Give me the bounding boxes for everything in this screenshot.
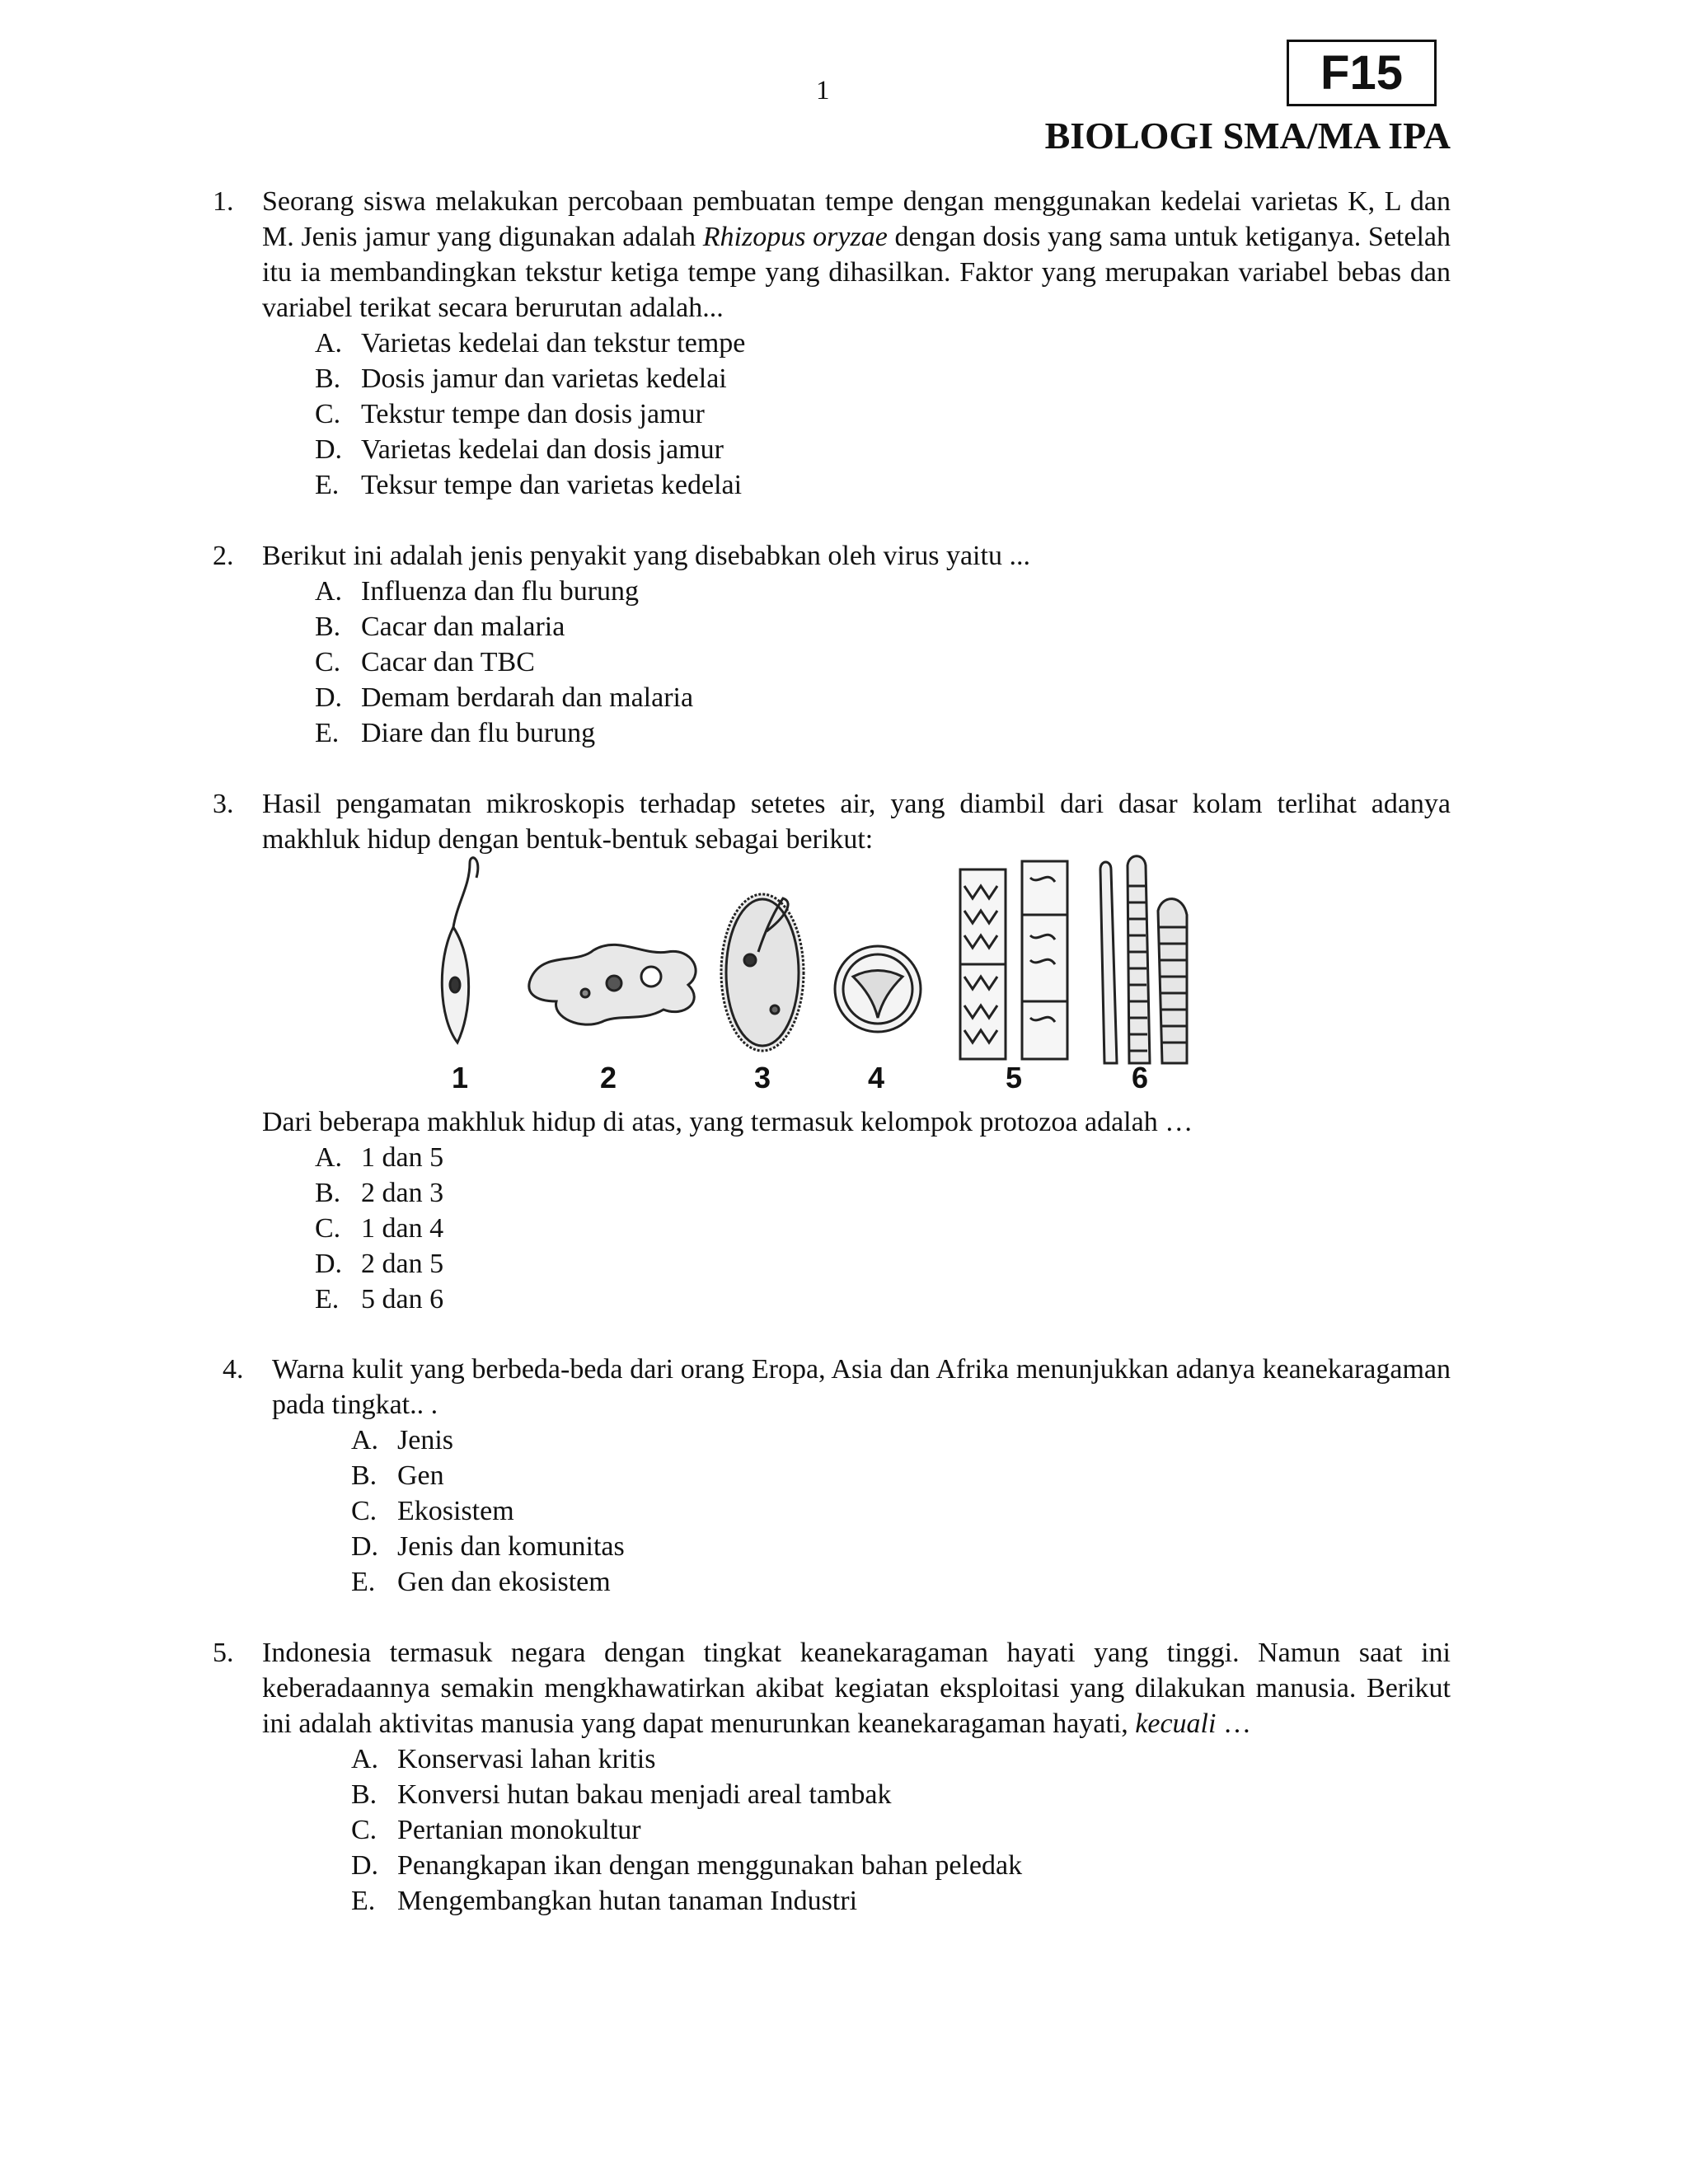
figure-label-6: 6 [1132, 1061, 1149, 1092]
option-text: Tekstur tempe dan dosis jamur [361, 399, 705, 429]
option-d [351, 1529, 625, 1564]
option-letter: A. [315, 328, 343, 359]
option-a [351, 1741, 1022, 1777]
option-letter: C. [351, 1815, 377, 1845]
option-letter: D. [315, 682, 343, 713]
option-letter: E. [351, 1886, 376, 1916]
option-text: 2 dan 3 [361, 1178, 444, 1208]
option-text: Demam berdarah dan malaria [361, 682, 694, 713]
option-list [351, 1422, 625, 1600]
emphasis-word: kecuali [1135, 1708, 1217, 1739]
option-e [351, 1564, 625, 1600]
question-text [262, 184, 1451, 326]
option-text: Pertanian monokultur [397, 1815, 641, 1845]
option-text: 5 dan 6 [361, 1284, 444, 1315]
option-letter: E. [351, 1567, 376, 1597]
option-text: 1 dan 5 [361, 1142, 444, 1173]
option-a [315, 326, 745, 361]
option-b [315, 1175, 443, 1211]
figure-label-2: 2 [600, 1061, 617, 1092]
option-d [315, 680, 693, 715]
option-text: Varietas kedelai dan tekstur tempe [361, 328, 746, 359]
exam-code-box: F15 [1287, 40, 1437, 106]
option-letter: D. [315, 1249, 343, 1279]
option-d [315, 1246, 443, 1282]
option-list [351, 1741, 1022, 1919]
option-letter: E. [315, 718, 340, 748]
organism-5-spirogyra [960, 861, 1067, 1059]
option-letter: B. [351, 1779, 377, 1810]
option-e [315, 715, 693, 751]
species-name: Rhizopus oryzae [702, 222, 888, 252]
question-text: Hasil pengamatan mikroskopis terhadap setetes air, yang diambil dari dasar kolam terlihat adanya makhluk hidup dengan bentuk-bentuk sebagai berikut: [262, 789, 1451, 855]
option-letter: A. [315, 576, 343, 607]
option-e [315, 1282, 443, 1317]
option-letter: D. [351, 1850, 379, 1881]
option-text: Mengembangkan hutan tanaman Industri [397, 1886, 858, 1916]
option-e [351, 1883, 1022, 1919]
option-letter: B. [315, 1178, 341, 1208]
figure-label-3: 3 [754, 1061, 771, 1092]
option-c [315, 644, 693, 680]
option-letter: C. [315, 1213, 341, 1244]
option-letter: A. [351, 1425, 379, 1455]
option-list [315, 1140, 443, 1317]
option-d [351, 1848, 1022, 1883]
option-list [315, 574, 693, 751]
option-c [351, 1493, 625, 1529]
question-text-part: dengan dosis yang sama untuk ketiganya. Setelah itu ia membandingkan tekstur ketiga tempe yang dihasilkan. Faktor yang merupakan variabel bebas dan variabel terikat secara berurutan adalah... [262, 222, 1451, 323]
option-letter: B. [315, 612, 341, 642]
microorganism-figure [420, 853, 1228, 1092]
option-text: Gen [397, 1460, 444, 1491]
option-text: Konservasi lahan kritis [397, 1744, 656, 1774]
option-e [315, 467, 745, 503]
option-letter: A. [315, 1142, 343, 1173]
question-number: 3. [213, 789, 234, 819]
figure-label-4: 4 [868, 1061, 885, 1092]
question-number: 2. [213, 541, 234, 571]
option-text: Dosis jamur dan varietas kedelai [361, 363, 727, 394]
question-number: 5. [213, 1638, 234, 1668]
option-text: Gen dan ekosistem [397, 1567, 611, 1597]
option-letter: D. [351, 1531, 379, 1562]
subject-title: BIOLOGI SMA/MA IPA [1044, 115, 1451, 157]
question-text: Berikut ini adalah jenis penyakit yang disebabkan oleh virus yaitu ... [262, 541, 1030, 571]
option-text: Cacar dan TBC [361, 647, 535, 677]
option-letter: B. [351, 1460, 377, 1491]
option-text: Jenis dan komunitas [397, 1531, 625, 1562]
option-list [315, 326, 745, 503]
figure-label-5: 5 [1006, 1061, 1023, 1092]
organism-6-oscillatoria [1100, 856, 1187, 1063]
option-text: Ekosistem [397, 1496, 514, 1526]
question-text-part: … [1216, 1708, 1251, 1739]
option-text: Varietas kedelai dan dosis jamur [361, 434, 724, 465]
option-letter: D. [315, 434, 343, 465]
figure-label-1: 1 [452, 1061, 469, 1092]
organism-4-round-cell [835, 946, 921, 1032]
question-followup: Dari beberapa makhluk hidup di atas, yang termasuk kelompok protozoa adalah … [262, 1107, 1193, 1137]
option-a [351, 1422, 625, 1458]
question-text-part: Indonesia termasuk negara dengan tingkat keanekaragaman hayati yang tinggi. Namun saat ini keberadaannya semakin mengkhawatirkan akibat kegiatan eksploitasi yang dilakukan manusia. Berikut ini adalah aktivitas manusia yang dapat menurunkan keanekaragaman hayati, [262, 1638, 1451, 1739]
organism-1-euglena [442, 858, 478, 1043]
option-letter: C. [315, 399, 341, 429]
option-a [315, 1140, 443, 1175]
option-text: Teksur tempe dan varietas kedelai [361, 470, 743, 500]
option-c [315, 396, 745, 432]
option-text: Influenza dan flu burung [361, 576, 640, 607]
option-b [351, 1458, 625, 1493]
page-number: 1 [816, 76, 830, 105]
organism-3-ciliate [721, 894, 804, 1051]
option-text: 2 dan 5 [361, 1249, 444, 1279]
option-letter: B. [315, 363, 341, 394]
option-c [315, 1211, 443, 1246]
option-text: Penangkapan ikan dengan menggunakan bahan peledak [397, 1850, 1023, 1881]
option-letter: A. [351, 1744, 379, 1774]
question-number: 1. [213, 186, 234, 217]
option-c [351, 1812, 1022, 1848]
option-b [351, 1777, 1022, 1812]
organism-2-amoeba [529, 944, 696, 1024]
option-letter: C. [315, 647, 341, 677]
option-a [315, 574, 693, 609]
option-text: 1 dan 4 [361, 1213, 444, 1244]
option-text: Jenis [397, 1425, 453, 1455]
question-text: Warna kulit yang berbeda-beda dari orang Eropa, Asia dan Afrika menunjukkan adanya keanekaragaman pada tingkat.. . [272, 1354, 1451, 1420]
option-letter: C. [351, 1496, 377, 1526]
option-text: Cacar dan malaria [361, 612, 565, 642]
option-b [315, 609, 693, 644]
question-number: 4. [223, 1354, 244, 1385]
question-text [262, 1635, 1451, 1741]
option-letter: E. [315, 470, 340, 500]
option-d [315, 432, 745, 467]
option-text: Konversi hutan bakau menjadi areal tambak [397, 1779, 892, 1810]
option-b [315, 361, 745, 396]
question-text-part: Seorang siswa melakukan percobaan pembuatan tempe dengan menggunakan kedelai varietas K, L dan M. Jenis jamur yang digunakan adalah [262, 186, 1451, 252]
option-letter: E. [315, 1284, 340, 1315]
option-text: Diare dan flu burung [361, 718, 596, 748]
